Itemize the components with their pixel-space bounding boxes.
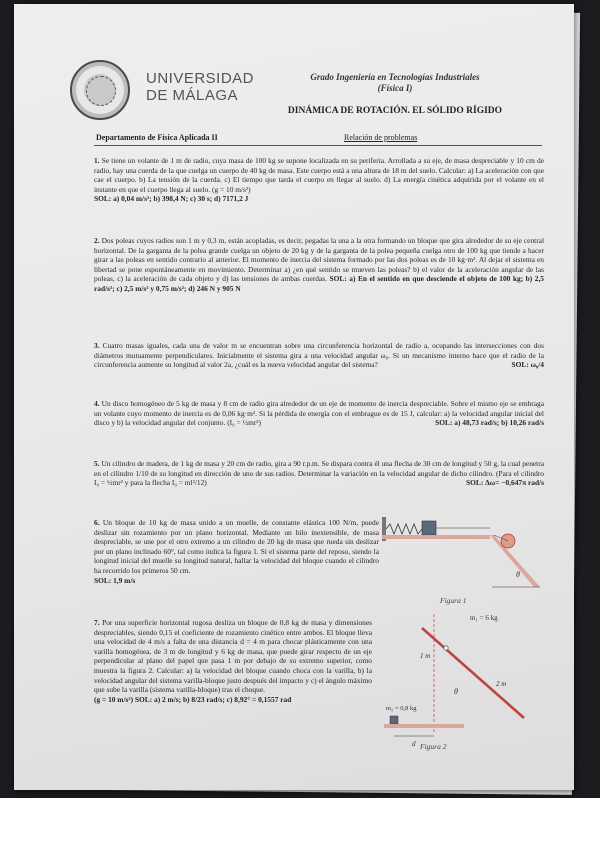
angle-label: θ [516,570,520,579]
course-title: (Física I) [377,83,413,93]
figure-1-diagram [382,511,542,591]
block-icon [390,716,398,724]
topic-title: DINÁMICA DE ROTACIÓN. EL SÓLIDO RÍGIDO [287,106,503,116]
problem-number: 3. [94,341,100,350]
problem-3 [94,341,544,370]
university-logo-text [146,70,254,104]
problem-number: 6. [94,518,100,527]
university-line2: DE MÁLAGA [146,87,239,104]
problem-text: Un bloque de 10 kg de masa unido a un muelle, de constante elástica 100 N/m, puede deslizar sin rozamiento por un plano horizontal. Mediante un hilo inextensible, de masa despreciable, se une por el otro extremo a un cilindro de 20 kg de masa que rueda sin deslizar por un plano inclinado 60°, tal como indica la figura 1. Si el sistema parte del reposo, siendo la longitud inicial del muelle su longitud natural, hallar la velocidad del bloque cuando el cilindro ha recorrido los primeros 50 cm. [94,518,379,575]
problem-7 [94,618,372,704]
problem-text: Un disco homogéneo de 5 kg de masa y 8 cm de radio gira alrededor de un eje de momento de inercia despreciable. Sobre el mismo eje se embraga un volante cuyo momento de inercia es de 0,06 kg·m². Si la pérdida de energía con el embrague es de 15 J, calcular: a) la velocidad angular inicial del disco y b) la velocidad angular del conjunto. (I₀ = ½mr²) [94,399,544,428]
problem-2 [94,236,544,294]
rod-mass-label: m₁ = 6 kg [470,614,498,622]
university-line1: UNIVERSIDAD [146,70,255,87]
problem-solution: SOL: a) 48,73 rad/s; b) 10,26 rad/s [435,418,544,428]
problem-1 [94,156,544,204]
figure-1-caption: Figura 1 [440,596,467,605]
problem-number: 4. [94,399,100,408]
length-1-label: 1 m [420,652,431,660]
spring-icon [386,524,422,534]
document-page [14,4,574,790]
pivot-icon [444,646,448,650]
horizontal-plane [382,535,490,539]
problem-5 [94,459,544,488]
rod-icon [422,628,524,718]
header-divider [94,145,542,146]
distance-label: d [412,740,416,748]
problem-solution: SOL: ω₀/4 [511,360,544,370]
problem-number: 2. [94,236,100,245]
problem-text: Cuatro masas iguales, cada una de valor m se encuentran sobre una circunferencia horizontal de radio a, ocupando las intersecciones con dos diámetros mutuamente perpendiculares. Inicialmente el sistema gira a una velocidad angular ω₀. Si un mecanismo interno hace que el radio de la circunferencia aumente su longitud al valor 2a, ¿cuál es la nueva velocidad angular del sistema? [94,341,544,370]
problem-text: Dos poleas cuyos radios son 1 m y 0,3 m, están acopladas, es decir, pegadas la una a la otra formando un bloque que gira alrededor de su eje central horizontal. De la garganta de la polea grande cuelga un objeto de 20 kg y de la garganta de la polea pequeña cuelga otro de 100 kg que tiende a hacer girar a las poleas en sentido contrario al anterior. El momento de inercia del sistema formado por las dos poleas es de 10 kg·m². Al dejar el sistema en libertad se pone espontáneamente en movimiento. Determinar a) ¿en qué sentido se mueven las poleas? b) el valor de la aceleración angular de las poleas, c) la aceleración de cada objeto y d) las tensiones de ambas cuerdas. [94,236,544,284]
document-subtitle: Relación de problemas [344,133,418,142]
figure-2-diagram [384,606,549,756]
problem-number: 5. [94,459,100,468]
degree-title: Grado Ingeniería en Tecnologías Industriales [310,72,480,82]
figure-2-caption: Figura 2 [420,742,447,751]
department-name: Departamento de Física Aplicada II [96,133,218,142]
problem-solution: SOL: Δω= −0,647π rad/s [466,478,544,488]
problem-4 [94,399,544,428]
problem-solution: SOL: a) 0,04 m/s²; b) 398,4 N; c) 30 s; d) 7171,2 J [94,194,249,204]
problem-solution: SOL: a) En el sentido en que desciende el objeto de 100 kg; b) 2,5 rad/s²; c) 2,5 m/s² y 0,75 m/s²; d) 246 N y 905 N [94,274,544,293]
problem-6 [94,518,379,585]
problem-solution: (g = 10 m/s²) SOL: a) 2 m/s; b) 8/23 rad/s; c) 8,92° = 0,1557 rad [94,694,292,704]
degree-header [250,72,540,94]
problem-text: Por una superficie horizontal rugosa desliza un bloque de 0,8 kg de masa y dimensiones despreciables, siendo 0,15 el coeficiente de rozamiento cinético entre ambos. El bloque lleva una velocidad de 4 m/s a falta de una distancia d = 4 m para chocar plásticamente con una varilla homogénea, de 3 m de longitud y 6 kg de masa, que puede girar respecto de un eje perpendicular al plano del papel que pasa 1 m por debajo de su extremo superior, como muestra la figura 2. Calcular: a) la velocidad del bloque cuando choca con la varilla, b) la velocidad angular del sistema varilla-bloque justo después del impacto y c) el ángulo máximo que sube la varilla (sistema varilla-bloque) tras el choque. [94,618,372,695]
block-mass-label: m₂ = 0,8 kg [386,705,417,712]
angle-label: θ [454,687,458,696]
block-icon [422,521,436,535]
rough-surface [384,724,464,728]
problem-solution: SOL: 1,9 m/s [94,575,136,585]
problem-number: 1. [94,156,100,165]
problem-text: Un cilindro de madera, de 1 kg de masa y 20 cm de radio, gira a 90 r.p.m. Se dispara contra él una flecha de 30 cm de longitud y 50 g, la cual penetra en el cilindro 1/10 de su longitud en dirección de uno de sus radios. Determinar la variación en la velocidad angular de dicho cilindro. (Para el cilindro I₀ = ½mr² y para la flecha I₀ = ml²/12) [94,459,544,488]
university-seal-icon [70,60,130,120]
length-2-label: 2 m [496,680,507,688]
problem-text: Se tiene un volante de 1 m de radio, cuya masa de 100 kg se supone localizada en su periferia. Arrollada a su eje, de masa despreciable y 10 cm de radio, hay una cuerda de la que cuelga un cuerpo de 40 kg de masa. Este cuerpo está a una altura de 18 m del suelo. Calcular: a) La aceleración con que cae el cuerpo. b) La tensión de la cuerda. c) El tiempo que tarda el cuerpo en llegar al suelo. d) La energía cinética adquirida por el volante en el instante en que el cuerpo llega al suelo. (g = 10 m/s²) [94,156,544,194]
problem-number: 7. [94,618,100,627]
